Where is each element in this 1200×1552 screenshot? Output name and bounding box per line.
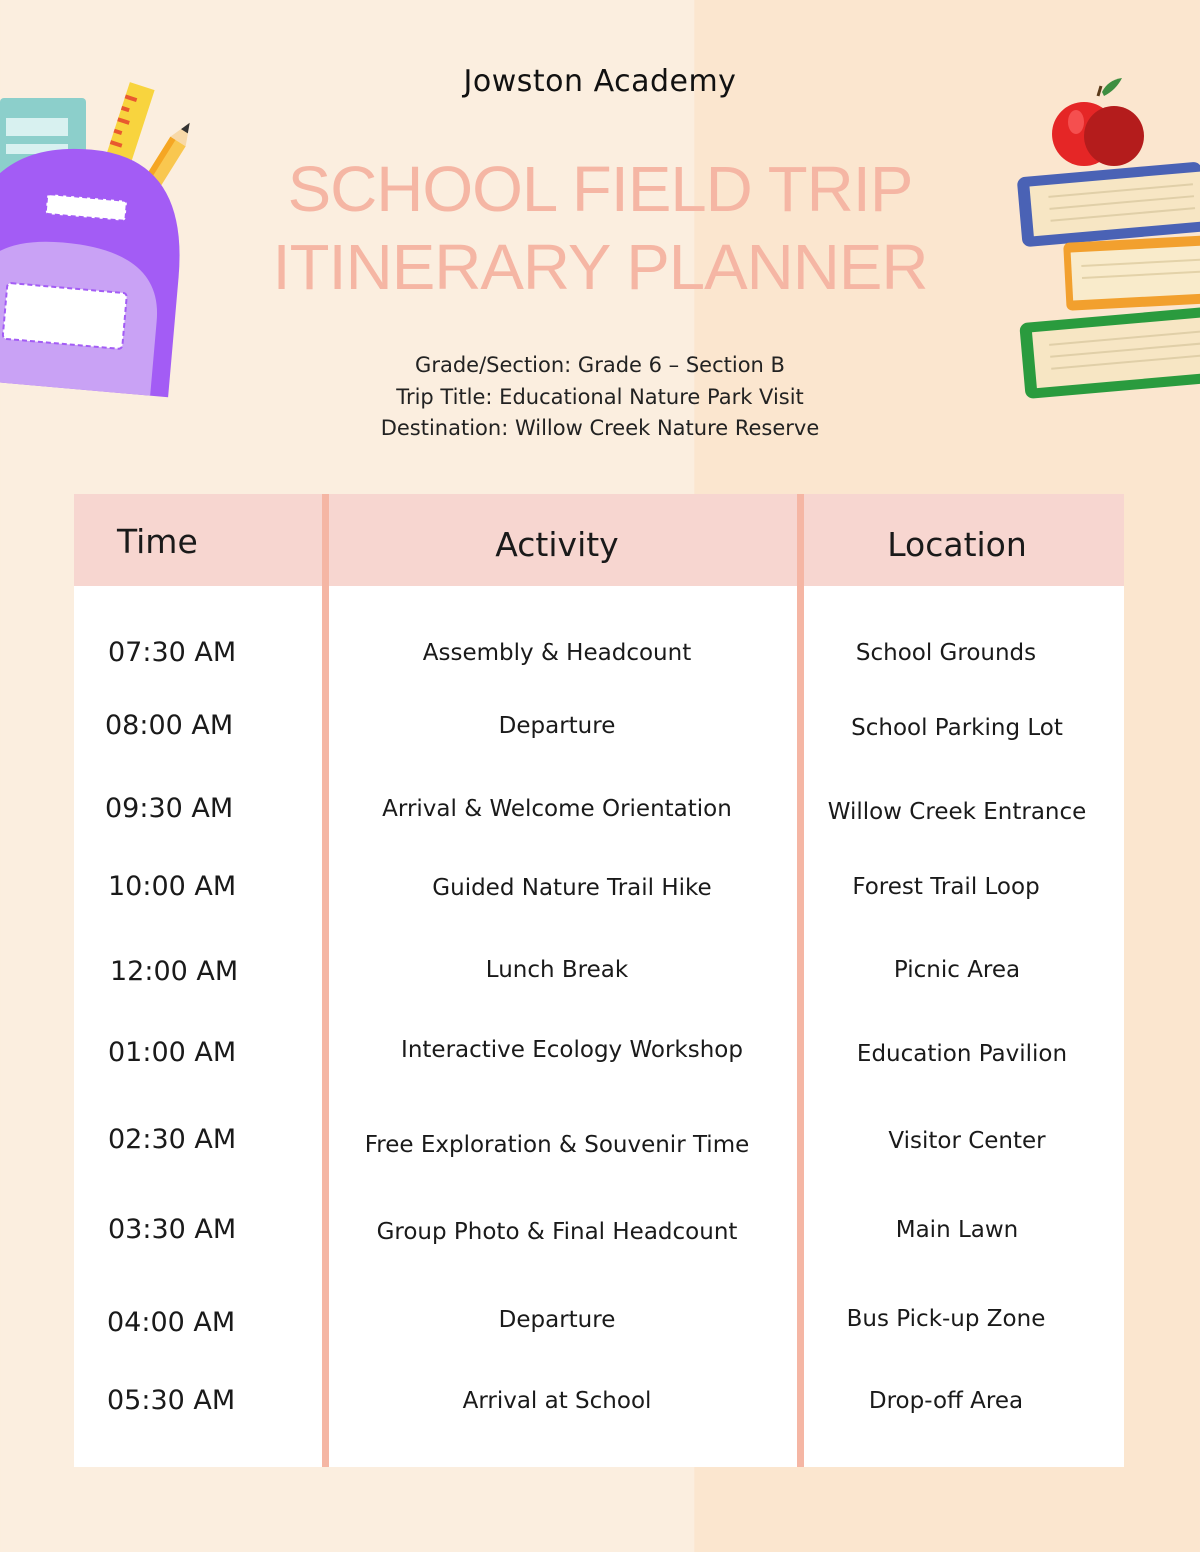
itinerary-table bbox=[74, 494, 1124, 1467]
table-row-activity: Departure bbox=[498, 1307, 616, 1333]
table-row-time: 05:30 AM bbox=[107, 1385, 236, 1416]
table-row-location: Forest Trail Loop bbox=[852, 874, 1040, 900]
table-row-time: 03:30 AM bbox=[108, 1214, 237, 1245]
table-row-activity: Arrival at School bbox=[462, 1388, 652, 1414]
title-line-2: ITINERARY PLANNER bbox=[272, 231, 928, 303]
table-row-location: School Grounds bbox=[855, 640, 1037, 666]
column-divider bbox=[322, 494, 329, 1467]
table-row-time: 12:00 AM bbox=[110, 956, 239, 987]
table-row-location: Picnic Area bbox=[893, 957, 1021, 983]
table-row-time: 04:00 AM bbox=[107, 1307, 236, 1338]
column-header-location: Location bbox=[887, 525, 1027, 564]
school-name: Jowston Academy bbox=[463, 64, 737, 99]
table-row-time: 02:30 AM bbox=[108, 1124, 237, 1155]
table-row-time: 10:00 AM bbox=[108, 871, 237, 902]
table-row-activity: Group Photo & Final Headcount bbox=[376, 1219, 738, 1245]
grade-section: Grade/Section: Grade 6 – Section B bbox=[415, 353, 785, 377]
table-row-time: 07:30 AM bbox=[108, 637, 237, 668]
table-row-location: Main Lawn bbox=[895, 1217, 1019, 1243]
page-title bbox=[0, 150, 1200, 306]
column-divider bbox=[797, 494, 804, 1467]
table-row-time: 09:30 AM bbox=[105, 793, 234, 824]
table-row-location: School Parking Lot bbox=[851, 715, 1063, 741]
destination: Destination: Willow Creek Nature Reserve bbox=[380, 416, 820, 440]
table-row-activity: Departure bbox=[498, 713, 616, 739]
table-row-activity: Arrival & Welcome Orientation bbox=[382, 796, 732, 822]
table-row-activity: Lunch Break bbox=[485, 957, 629, 983]
table-row-location: Bus Pick-up Zone bbox=[846, 1306, 1046, 1332]
column-header-activity: Activity bbox=[495, 525, 619, 564]
trip-title: Trip Title: Educational Nature Park Visit bbox=[396, 384, 804, 409]
table-row-location: Drop-off Area bbox=[868, 1388, 1024, 1414]
title-line-1: SCHOOL FIELD TRIP bbox=[287, 153, 913, 225]
table-row-location: Willow Creek Entrance bbox=[827, 799, 1087, 825]
table-row-activity: Assembly & Headcount bbox=[422, 640, 692, 666]
column-header-time: Time bbox=[117, 522, 198, 561]
table-row-activity: Interactive Ecology Workshop bbox=[401, 1037, 743, 1063]
table-row-location: Education Pavilion bbox=[856, 1041, 1068, 1067]
table-row-time: 01:00 AM bbox=[108, 1037, 237, 1068]
table-row-time: 08:00 AM bbox=[105, 710, 234, 741]
table-row-location: Visitor Center bbox=[888, 1128, 1046, 1154]
table-row-activity: Free Exploration & Souvenir Time bbox=[364, 1132, 750, 1158]
table-row-activity: Guided Nature Trail Hike bbox=[432, 875, 712, 901]
trip-info bbox=[0, 350, 1200, 445]
